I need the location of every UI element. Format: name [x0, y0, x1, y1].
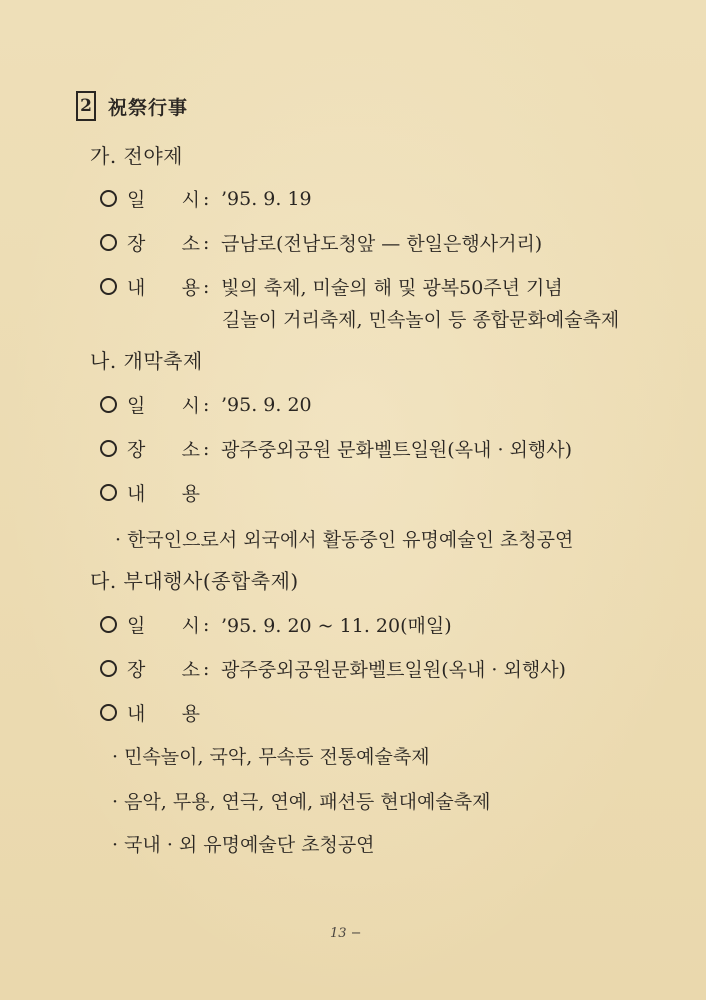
subsection-heading-eve: 가. 전야제 — [90, 144, 183, 168]
row-value: 금남로(전남도청앞 — 한일은행사거리) — [221, 233, 543, 255]
section-number-box: 2 — [76, 91, 96, 121]
circle-bullet-icon — [100, 234, 117, 251]
row-label: 일 시 — [127, 395, 200, 417]
circle-bullet-icon — [100, 190, 117, 207]
section-title-text: 祝祭行事 — [108, 96, 189, 119]
row-label: 일 시 — [127, 615, 200, 637]
row-value: ’95. 9. 20 — [221, 393, 312, 416]
subsection-heading-opening: 나. 개막축제 — [90, 349, 203, 373]
eve-content-row — [100, 273, 563, 300]
eve-date-row — [100, 185, 312, 212]
circle-bullet-icon — [100, 660, 117, 677]
row-value: 광주중외공원문화벨트일원(옥내 · 외행사) — [221, 659, 566, 681]
row-label: 장 소 — [127, 233, 200, 255]
opening-place-row — [100, 435, 572, 462]
opening-date-row — [100, 391, 312, 418]
page-number: 13 − — [330, 926, 362, 941]
row-label: 내 용 — [127, 277, 200, 299]
opening-content-item: · 한국인으로서 외국에서 활동중인 유명예술인 초청공연 — [115, 529, 574, 551]
side-place-row — [100, 655, 566, 682]
row-label: 일 시 — [127, 189, 200, 211]
opening-content-row — [100, 479, 203, 506]
row-label: 내 용 — [127, 703, 200, 725]
row-label: 장 소 — [127, 659, 200, 681]
row-colon: : — [203, 393, 210, 416]
row-colon: : — [203, 187, 210, 210]
subsection-heading-side-events: 다. 부대행사(종합축제) — [90, 569, 299, 593]
circle-bullet-icon — [100, 396, 117, 413]
row-colon: : — [203, 275, 210, 298]
section-title — [76, 90, 188, 122]
row-label: 장 소 — [127, 439, 200, 461]
side-content-row — [100, 699, 203, 726]
side-content-item: · 음악, 무용, 연극, 연예, 패션등 현대예술축제 — [112, 791, 491, 813]
eve-place-row — [100, 229, 542, 256]
row-value: 빛의 축제, 미술의 해 및 광복50주년 기념 — [221, 277, 563, 299]
circle-bullet-icon — [100, 440, 117, 457]
row-colon: : — [203, 657, 210, 680]
row-colon: : — [203, 231, 210, 254]
circle-bullet-icon — [100, 278, 117, 295]
side-content-item: · 국내 · 외 유명예술단 초청공연 — [112, 834, 375, 856]
circle-bullet-icon — [100, 484, 117, 501]
side-content-item: · 민속놀이, 국악, 무속등 전통예술축제 — [112, 746, 430, 768]
row-value: 광주중외공원 문화벨트일원(옥내 · 외행사) — [221, 439, 573, 461]
row-colon: : — [203, 437, 210, 460]
circle-bullet-icon — [100, 704, 117, 721]
side-date-row — [100, 611, 452, 638]
circle-bullet-icon — [100, 616, 117, 633]
row-value: ’95. 9. 19 — [221, 187, 312, 210]
row-label: 내 용 — [127, 483, 200, 505]
eve-content-continuation: 길놀이 거리축제, 민속놀이 등 종합문화예술축제 — [222, 309, 620, 331]
row-value: ’95. 9. 20 ~ 11. 20(매일) — [221, 615, 452, 637]
row-colon: : — [203, 613, 210, 636]
